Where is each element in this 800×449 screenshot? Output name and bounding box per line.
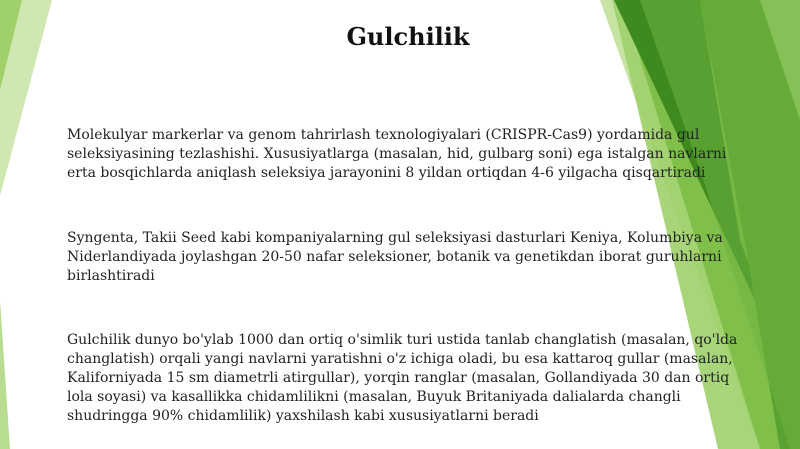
slide-title: Gulchilik (346, 22, 470, 51)
paragraph-2: Syngenta, Takii Seed kabi kompaniyalarning gul seleksiyasi dasturlari Keniya, Kolumbiya va Niderlandiyada joylashgan 20-50 nafar seleksioner, botanik va genetikdan iborat guruhlarni birlashtiradi (67, 230, 723, 284)
paragraph-1: Molekulyar markerlar va genom tahrirlash texnologiyalari (CRISPR-Cas9) yordamida gul seleksiyasining tezlashishi. Xususiyatlarga (masalan, hid, gulbarg soni) ega istalgan navlarni erta bosqichlarda aniqlash seleksiya jarayonini 8 yildan ortiqdan 4-6 yilgacha qisqartiradi (67, 127, 727, 181)
paragraph-3: Gulchilik dunyo bo'ylab 1000 dan ortiq o'simlik turi ustida tanlab changlatish (masalan, qo'lda changlatish) orqali yangi navlarni yaratishni o'z ichiga oladi, bu esa kattaroq gullar (masalan, Kaliforniyada 15 sm diametrli atirgullar), yorqin ranglar (masalan, Gollandiyada 30 dan ortiq lola soyasi) va kasallikka chidamlilikni (masalan, Buyuk Britaniyada dalialarda changli shudringga 90% chidamlilik) yaxshilash kabi xususiyatlarni beradi (67, 332, 738, 424)
left-bottom-strip (0, 300, 10, 449)
